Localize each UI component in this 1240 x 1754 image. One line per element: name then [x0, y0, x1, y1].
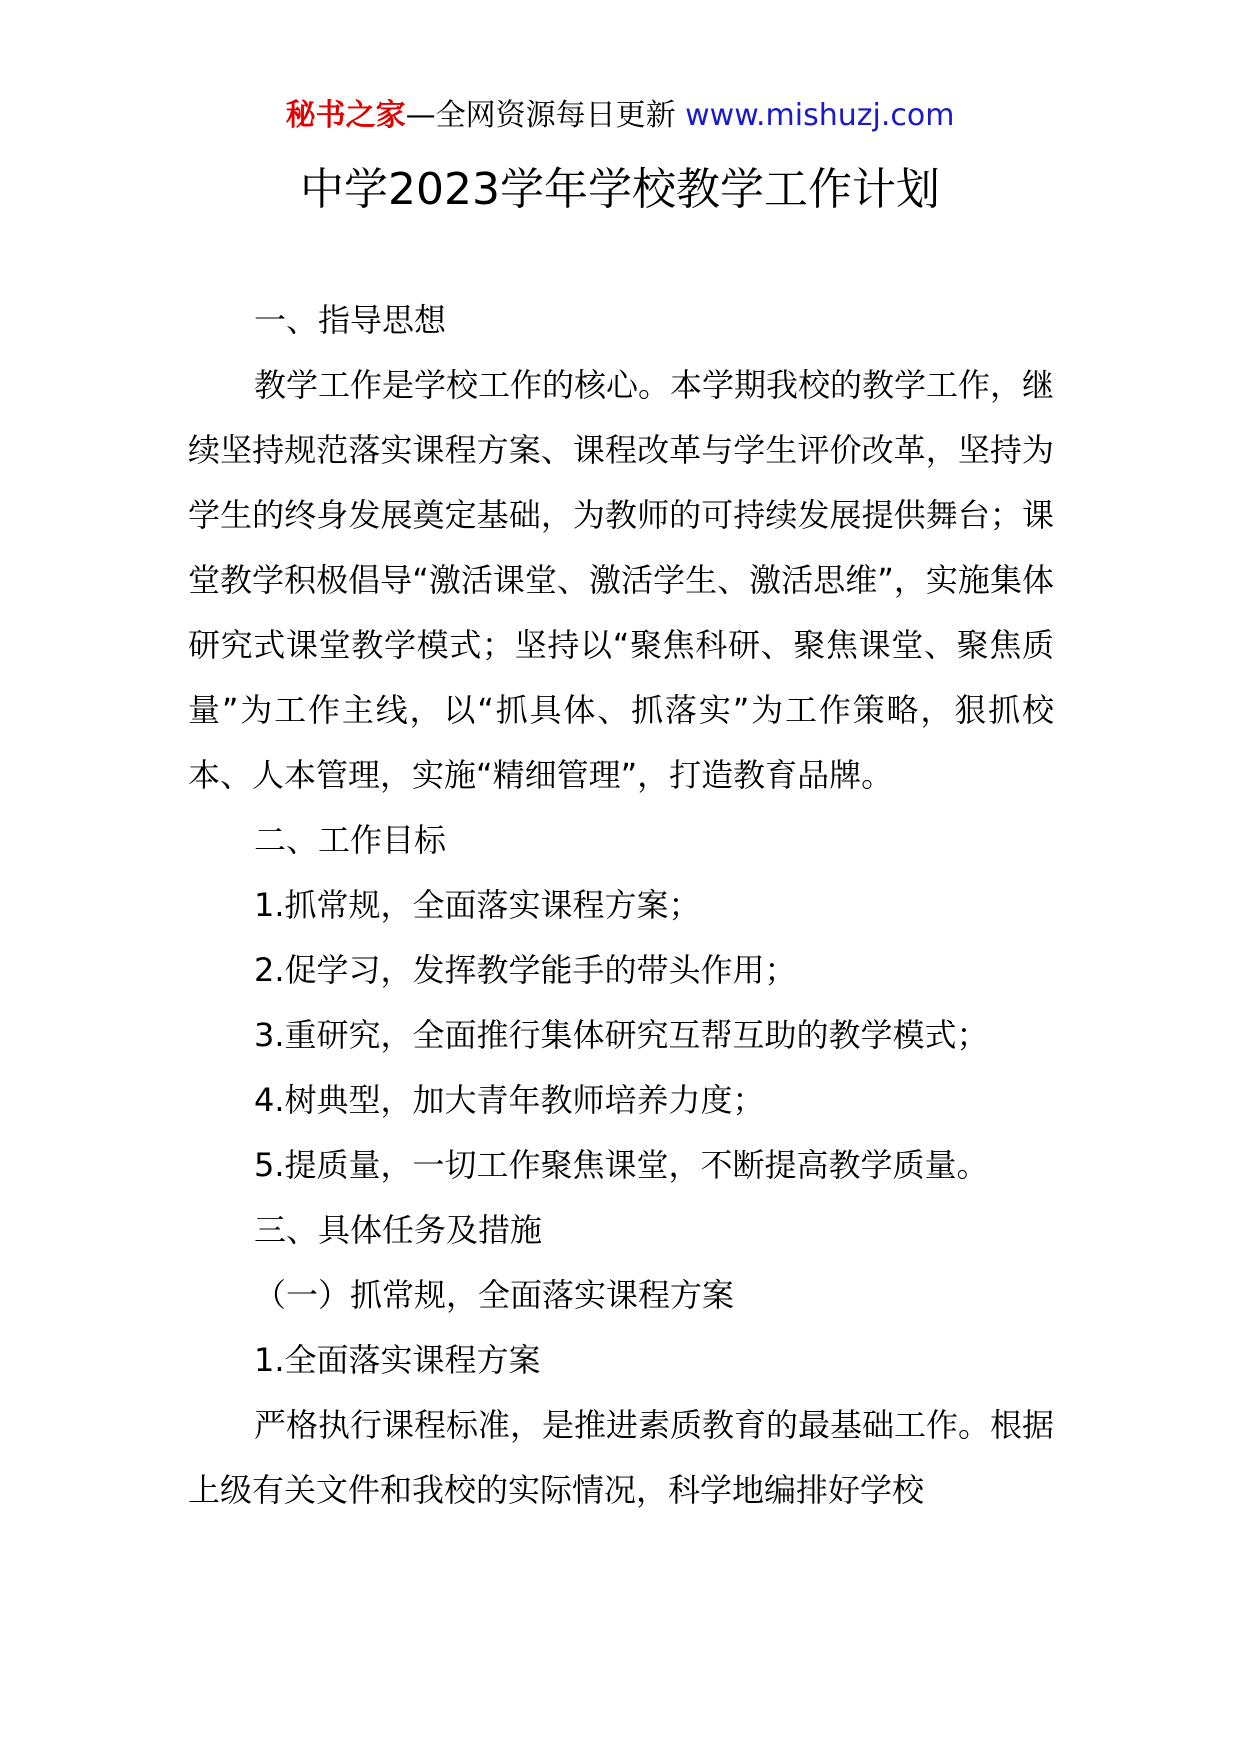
document-body [188, 288, 1054, 1523]
section-heading-work-goals: 二、工作目标 [254, 821, 447, 859]
site-slogan: —全网资源每日更新 [405, 98, 676, 133]
body-paragraph: 教学工作是学校工作的核心。本学期我校的教学工作，继续坚持规范落实课程方案、课程改革与学生评价改革，坚持为学生的终身发展奠定基础，为教师的可持续发展提供舞台；课堂教学积极倡导“激活课堂、激活学生、激活思维”，实施集体研究式课堂教学模式；坚持以“聚焦科研、聚焦课堂、聚焦质量”为工作主线，以“抓具体、抓落实”为工作策略，狠抓校本、人本管理，实施“精细管理”，打造教育品牌。 [188, 366, 1055, 794]
goal-item: 1.抓常规，全面落实课程方案； [254, 886, 701, 924]
section-heading-guiding-ideology: 一、指导思想 [254, 301, 447, 339]
goal-item: 4.树典型，加大青年教师培养力度； [254, 1081, 765, 1119]
site-url-link[interactable]: www.mishuzj.com [685, 98, 955, 133]
goal-item: 3.重研究，全面推行集体研究互帮互助的教学模式； [254, 1016, 989, 1054]
site-banner [0, 96, 1240, 136]
goal-item: 5.提质量，一切工作聚焦课堂，不断提高教学质量。 [254, 1146, 989, 1184]
goal-item: 2.促学习，发挥教学能手的带头作用； [254, 951, 797, 989]
site-brand: 秘书之家 [285, 98, 406, 133]
section-heading-tasks-measures: 三、具体任务及措施 [254, 1211, 543, 1249]
body-paragraph: 严格执行课程标准，是推进素质教育的最基础工作。根据上级有关文件和我校的实际情况，科学地编排好学校 [188, 1406, 1055, 1509]
document-title: 中学2023学年学校教学工作计划 [300, 164, 940, 215]
subsection-item-heading: 1.全面落实课程方案 [254, 1341, 541, 1379]
subsection-heading: （一）抓常规，全面落实课程方案 [254, 1276, 735, 1314]
